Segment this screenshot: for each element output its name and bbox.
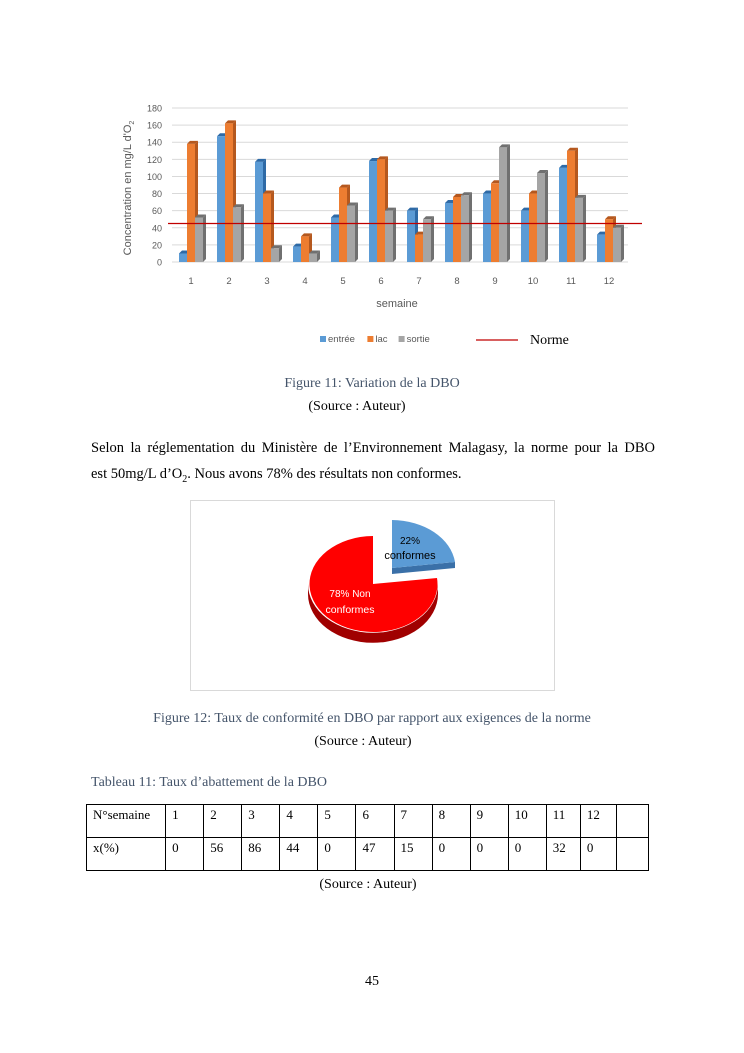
bar-lac: [187, 144, 195, 262]
bar-lac: [567, 151, 575, 262]
bar-sortie: [347, 206, 355, 262]
table-cell: 0: [508, 838, 546, 871]
table-11-source: (Source : Auteur): [319, 877, 417, 892]
y-tick-label: 180: [146, 103, 162, 114]
bar-side-sortie: [393, 208, 396, 262]
bar-side-sortie: [469, 192, 472, 262]
x-tick-label: 11: [566, 276, 576, 287]
table-cell: 0: [470, 838, 508, 871]
table-cell: [616, 838, 648, 871]
bar-lac: [377, 159, 385, 262]
bar-entrée: [369, 161, 377, 262]
legend-label-sortie: sortie: [406, 334, 430, 345]
bar-sortie: [385, 211, 393, 262]
x-tick-label: 10: [527, 276, 539, 287]
dbo-bar-chart: [0, 0, 744, 360]
x-tick-label: 8: [454, 276, 460, 287]
bar-entrée: [255, 162, 263, 262]
table-cell: x(%): [87, 838, 166, 871]
bar-side-sortie: [545, 170, 548, 262]
x-tick-label: 6: [378, 276, 384, 287]
x-tick-label: 1: [188, 276, 194, 287]
paragraph-line-1: Selon la réglementation du Ministère de l’Environnement Malagasy, la norme pour la DBO: [91, 440, 655, 456]
bar-side-sortie: [203, 215, 206, 262]
y-tick-label: 160: [146, 120, 162, 131]
bar-lac: [339, 188, 347, 262]
table-cell: 7: [394, 805, 432, 838]
bar-sortie: [575, 198, 583, 262]
figure-11-caption: Figure 11: Variation de la DBO: [284, 376, 460, 391]
table-cell: 0: [166, 838, 204, 871]
x-tick-label: 2: [226, 276, 232, 287]
label-non-conformes-pct: 78% Non: [329, 589, 371, 600]
table-cell: 9: [470, 805, 508, 838]
bar-side-sortie: [355, 203, 358, 262]
label-conformes-pct: 22%: [399, 536, 421, 547]
legend-norme-label: Norme: [530, 333, 569, 348]
table-cell: 10: [508, 805, 546, 838]
table-cell: 56: [204, 838, 242, 871]
bar-sortie: [613, 228, 621, 262]
table-11-title: Tableau 11: Taux d’abattement de la DBO: [91, 775, 327, 790]
y-axis-ticks: [147, 104, 162, 268]
y-tick-label: 140: [146, 137, 162, 148]
bar-sortie: [233, 207, 241, 262]
table-cell: 12: [580, 805, 616, 838]
x-tick-label: 5: [340, 276, 346, 287]
x-tick-label: 9: [492, 276, 498, 287]
table-cell: 6: [356, 805, 394, 838]
legend-swatch-sortie: [399, 336, 405, 342]
bar-entrée: [217, 136, 225, 262]
bar-sortie: [461, 195, 469, 262]
table-row: [87, 838, 649, 871]
legend-swatch-lac: [367, 336, 373, 342]
bar-sortie: [537, 173, 545, 262]
figure-12-source: (Source : Auteur): [314, 734, 412, 749]
y-tick-label: 80: [151, 189, 162, 200]
table-cell: N°semaine: [87, 805, 166, 838]
table-cell: 44: [280, 838, 318, 871]
label-non-conformes-text: conformes: [325, 604, 375, 616]
bar-lac: [301, 236, 309, 262]
table-cell: 2: [204, 805, 242, 838]
x-tick-label: 12: [603, 276, 615, 287]
chart-bars: [179, 120, 624, 262]
bar-side-sortie: [241, 204, 244, 262]
y-axis-label: Concentration en mg/L $d'O_2$: [122, 120, 136, 256]
table-cell: 47: [356, 838, 394, 871]
bar-lac: [415, 235, 423, 262]
table-cell: 1: [166, 805, 204, 838]
figure-11-source: (Source : Auteur): [308, 399, 406, 414]
table-cell: 0: [432, 838, 470, 871]
table-cell: 0: [580, 838, 616, 871]
y-tick-label: 20: [151, 240, 162, 251]
bar-side-sortie: [507, 144, 510, 262]
conformity-pie-chart: [190, 500, 556, 692]
bar-side-sortie: [583, 195, 586, 262]
bar-entrée: [179, 253, 187, 262]
x-axis-label: semaine: [376, 298, 418, 310]
abatement-table: [86, 804, 649, 871]
table-cell: 11: [546, 805, 580, 838]
page-number: 45: [365, 974, 379, 989]
bar-lac: [263, 194, 271, 262]
bar-lac: [529, 194, 537, 262]
table-cell: 5: [318, 805, 356, 838]
paragraph-line-2: est 50mg/L $d’O_2$. Nous avons 78% des résultats non conformes.: [91, 466, 462, 485]
bar-entrée: [445, 203, 453, 262]
y-tick-label: 0: [156, 257, 162, 268]
y-tick-label: 100: [146, 171, 162, 182]
bar-sortie: [195, 218, 203, 262]
bar-lac: [453, 197, 461, 262]
bar-entrée: [407, 211, 415, 262]
bar-sortie: [499, 147, 507, 262]
table-cell: 0: [318, 838, 356, 871]
table-cell: 32: [546, 838, 580, 871]
bar-lac: [225, 123, 233, 262]
figure-12-caption: Figure 12: Taux de conformité en DBO par rapport aux exigences de la norme: [153, 711, 591, 726]
bar-entrée: [597, 235, 605, 262]
chart-legend: [320, 334, 430, 345]
bar-side-sortie: [621, 225, 624, 262]
bar-lac: [491, 183, 499, 262]
x-tick-label: 3: [264, 276, 270, 287]
bar-lac: [605, 219, 613, 262]
table-cell: 86: [242, 838, 280, 871]
table-cell: 15: [394, 838, 432, 871]
bar-entrée: [331, 218, 339, 262]
bar-sortie: [271, 248, 279, 262]
x-tick-label: 4: [302, 276, 308, 287]
bar-entrée: [293, 247, 301, 262]
y-tick-label: 120: [146, 154, 162, 165]
bar-entrée: [521, 211, 529, 262]
x-axis-ticks: [188, 276, 614, 287]
table-cell: 3: [242, 805, 280, 838]
table-cell: [616, 805, 648, 838]
body-paragraph: [91, 435, 655, 493]
legend-swatch-entrée: [320, 336, 326, 342]
table-cell: 4: [280, 805, 318, 838]
legend-label-lac: lac: [375, 334, 388, 345]
bar-sortie: [309, 253, 317, 262]
legend-label-entrée: entrée: [328, 334, 355, 345]
table-cell: 8: [432, 805, 470, 838]
bar-entrée: [559, 168, 567, 262]
y-tick-label: 40: [151, 223, 162, 234]
label-conformes-text: conformes: [384, 550, 436, 562]
x-tick-label: 7: [416, 276, 422, 287]
bar-sortie: [423, 219, 431, 262]
table-row: [87, 805, 649, 838]
y-tick-label: 60: [151, 206, 162, 217]
bar-entrée: [483, 194, 491, 262]
